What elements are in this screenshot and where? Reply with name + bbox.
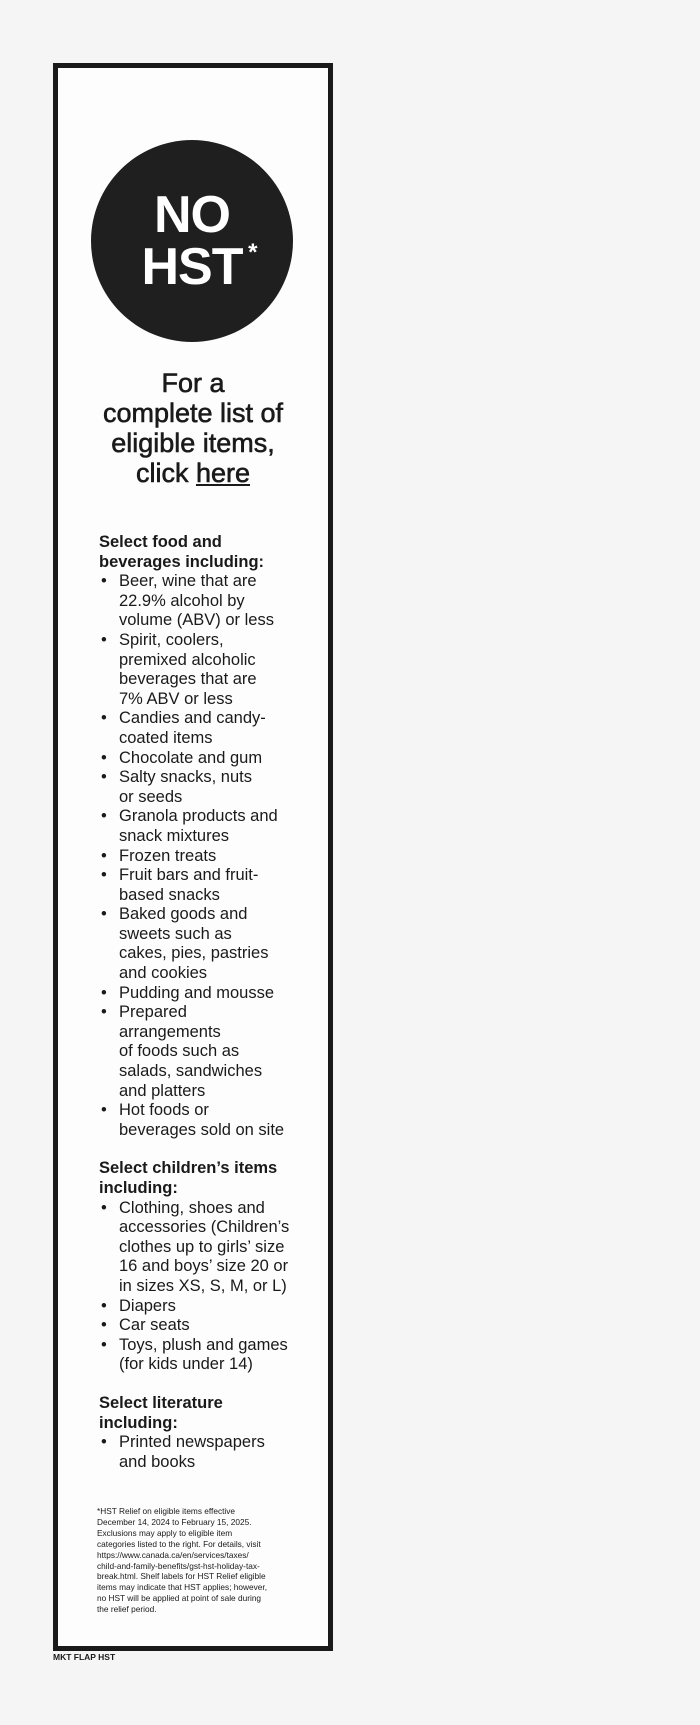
item-list [99,572,319,1140]
list-item-line: • Hot foods or [119,1101,209,1120]
list-item-line: in sizes XS, S, M, or L) [119,1276,287,1295]
list-item-line: cakes, pies, pastries [119,944,269,963]
list-item-line: beverages sold on site [119,1120,285,1139]
list-item [99,847,319,867]
footnote-line: break.html. Shelf labels for HST Relief eligible [97,1571,266,1582]
list-item [99,631,319,709]
list-item-line: snack mixtures [119,826,230,845]
section-title-line: including: [99,1179,178,1197]
item-list [99,1433,319,1472]
list-item-line: or seeds [119,787,183,806]
list-item [99,768,319,807]
list-item-line: • Prepared [119,1003,187,1022]
footnote-line: items may indicate that HST applies; however, [97,1582,268,1593]
list-item-line: • Beer, wine that are [119,572,257,591]
no-hst-badge [91,140,293,342]
list-item-line: • Toys, plush and games [119,1335,288,1354]
item-list [99,1199,319,1375]
list-item-line: • Pudding and mousse [119,983,275,1002]
list-item [99,905,319,983]
list-item [99,1316,319,1336]
list-item-line: premixed alcoholic [119,650,256,669]
list-item-line: coated items [119,728,213,747]
section-title-line: beverages including: [99,552,265,571]
list-item-line: • Salty snacks, nuts [119,768,252,787]
footnote-line: Exclusions may apply to eligible item [97,1527,233,1538]
list-item [99,749,319,769]
headline-line-4 [83,458,303,488]
list-item-line: volume (ABV) or less [119,611,274,630]
list-item-line: • Diapers [119,1296,176,1315]
footnote-line: December 14, 2024 to February 15, 2025. [97,1516,252,1527]
list-item-line: • Printed newspapers [119,1433,265,1452]
list-item [99,1101,319,1140]
headline-line-1: For a [161,368,225,398]
list-item [99,1336,319,1375]
eligible-items-link[interactable]: here [195,458,251,488]
list-item [99,984,319,1004]
list-item-line: and cookies [119,964,208,983]
list-item-line: • Baked goods and [119,905,248,924]
footnote-line: no HST will be applied at point of sale during [97,1593,262,1604]
list-item-line: • Frozen treats [119,846,217,865]
list-item [99,1199,319,1297]
footnote-line: the relief period. [97,1604,157,1615]
footnote [97,1506,287,1615]
list-item-line: 22.9% alcohol by [119,591,245,610]
section-spacer [99,1375,319,1394]
section-title [99,1394,319,1433]
list-item-line: salads, sandwiches [119,1062,263,1081]
list-item-line: based snacks [119,885,220,904]
headline-line-2: complete list of [102,398,284,428]
list-item-line: and platters [119,1081,206,1100]
list-item-line: • Spirit, coolers, [119,630,224,649]
list-item [99,1003,319,1101]
footnote-line: *HST Relief on eligible items effective [97,1506,236,1516]
list-item-line: arrangements [119,1022,221,1041]
section-title [99,533,319,572]
footnote-line: child-and-family-benefits/gst-hst-holiday-tax- [97,1560,260,1571]
list-item-line: (for kids under 14) [119,1355,253,1374]
section-title-line: including: [99,1413,178,1432]
section-title-line: Select literature [99,1393,223,1412]
eligible-items-list [99,533,319,1472]
badge-line-no: NO [154,186,230,244]
list-item-line: • Candies and candy- [119,709,266,728]
badge-hst-text: HST [141,238,243,296]
list-item [99,709,319,748]
footnote-line: categories listed to the right. For details, visit [97,1538,261,1549]
list-item-line: • Car seats [119,1316,190,1335]
footnote-line: https://www.canada.ca/en/services/taxes/ [97,1549,249,1560]
list-item-line: of foods such as [119,1042,240,1061]
section-title-line: Select children’s items [99,1159,278,1178]
list-item [99,866,319,905]
list-item-line: • Fruit bars and fruit- [119,866,259,885]
list-item-line: • Chocolate and gum [119,748,263,767]
badge-line-hst [141,238,257,296]
headline [83,368,303,488]
list-item-line: 16 and boys’ size 20 or [119,1257,289,1276]
list-item [99,807,319,846]
list-item [99,1433,319,1472]
list-item-line: and books [119,1452,196,1471]
list-item-line: beverages that are [119,670,257,689]
marketing-code-label: MKT FLAP HST [53,1652,116,1662]
list-item-line: sweets such as [119,924,232,943]
badge-asterisk: * [248,239,257,266]
list-item-line: clothes up to girls’ size [119,1237,285,1256]
headline-click-text: click [135,458,196,488]
list-item-line: • Clothing, shoes and [119,1198,265,1217]
section-title [99,1159,319,1198]
headline-line-3: eligible items, [111,428,275,458]
list-item-line: 7% ABV or less [119,689,233,708]
section-title-line: Select food and [99,533,222,551]
list-item-line: accessories (Children’s [119,1218,290,1237]
list-item-line: • Granola products and [119,807,278,826]
list-item [99,572,319,631]
list-item [99,1297,319,1317]
section-spacer [99,1140,319,1159]
